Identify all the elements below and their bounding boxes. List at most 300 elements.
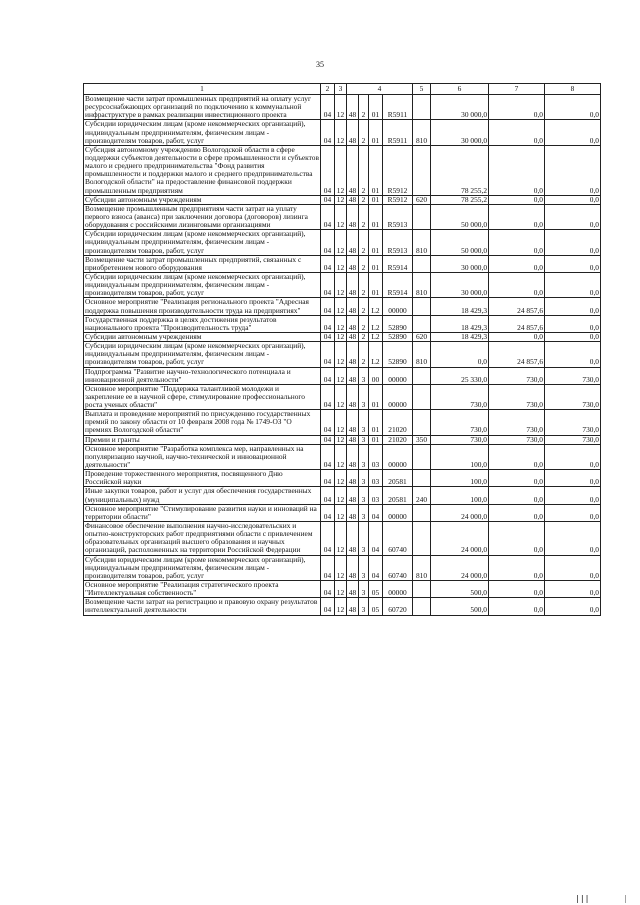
- amount-year-3: 0,0: [545, 504, 601, 521]
- code-program: 48: [347, 95, 359, 120]
- code-program: 48: [347, 367, 359, 384]
- amount-year-2: 0,0: [489, 272, 545, 297]
- amount-year-1: 78 255,2: [431, 145, 489, 195]
- code-activity: 01: [369, 195, 383, 204]
- code-activity: 01: [369, 95, 383, 120]
- code-activity: L2: [369, 298, 383, 315]
- code-subsection: 12: [335, 95, 347, 120]
- amount-year-3: 0,0: [545, 581, 601, 598]
- row-name: Основное мероприятие "Реализация регионального проекта "Адресная поддержка повышения производительности труда на предприятиях": [84, 298, 321, 315]
- row-name: Субсидии юридическим лицам (кроме некоммерческих организаций), индивидуальным предпринимателям, физическим лицам - производителям товаров, работ, услуг: [84, 272, 321, 297]
- row-name: Субсидии юридическим лицам (кроме некоммерческих организаций), индивидуальным предпринимателям, физическим лицам - производителям товаров, работ, услуг: [84, 555, 321, 580]
- amount-year-3: 0,0: [545, 470, 601, 487]
- amount-year-2: 0,0: [489, 581, 545, 598]
- code-subsection: 12: [335, 410, 347, 435]
- code-program: 48: [347, 555, 359, 580]
- code-subsection: 12: [335, 298, 347, 315]
- table-row: [84, 435, 601, 444]
- code-section: 04: [321, 95, 335, 120]
- code-program: 48: [347, 255, 359, 272]
- code-direction: R5911: [383, 95, 413, 120]
- code-activity: 01: [369, 120, 383, 145]
- code-program: 48: [347, 315, 359, 332]
- row-name: Субсидии юридическим лицам (кроме некоммерческих организаций), индивидуальным предпринимателям, физическим лицам - производителям товаров, работ, услуг: [84, 120, 321, 145]
- header-col-5: 5: [413, 84, 431, 95]
- code-program: 48: [347, 384, 359, 409]
- amount-year-2: 0,0: [489, 332, 545, 341]
- code-subprogram: 2: [359, 342, 369, 367]
- row-name: Государственная поддержка в целях достижения результатов национального проекта "Производительность труда": [84, 315, 321, 332]
- amount-year-1: 18 429,3: [431, 332, 489, 341]
- code-section: 04: [321, 598, 335, 615]
- amount-year-3: 0,0: [545, 95, 601, 120]
- code-program: 48: [347, 444, 359, 469]
- code-program: 48: [347, 435, 359, 444]
- code-expense-type: [413, 384, 431, 409]
- footer-mark-right: |: [625, 894, 627, 903]
- table-row: [84, 444, 601, 469]
- code-subsection: 12: [335, 195, 347, 204]
- amount-year-2: 0,0: [489, 504, 545, 521]
- amount-year-1: 100,0: [431, 470, 489, 487]
- table-row: [84, 204, 601, 229]
- code-section: 04: [321, 522, 335, 556]
- row-name: Премии и гранты: [84, 435, 321, 444]
- page-number: 35: [316, 60, 324, 69]
- code-subprogram: 3: [359, 581, 369, 598]
- code-direction: R5913: [383, 204, 413, 229]
- code-direction: 00000: [383, 298, 413, 315]
- row-name: Возмещение части затрат промышленных предприятий на оплату услуг ресурсоснабжающих организаций по подключению к коммунальной инфраструктуре в рамках реализации инвестиционного проекта: [84, 95, 321, 120]
- row-name: Субсидия автономному учреждению Вологодской области в сфере поддержки субъектов деятельности в сфере промышленности и субъектов малого и среднего предпринимательства "Фонд развития промышленности и поддержки малого и среднего предпринимательства Вологодской области" на предоставление финансовой поддержки промышленным предприятиям: [85, 145, 319, 195]
- code-direction: 20581: [383, 470, 413, 487]
- code-subsection: 12: [335, 555, 347, 580]
- code-activity: L2: [369, 315, 383, 332]
- table-row: [84, 332, 601, 341]
- code-subprogram: 2: [359, 298, 369, 315]
- code-subprogram: 2: [359, 315, 369, 332]
- code-program: 48: [347, 598, 359, 615]
- code-subprogram: 2: [359, 120, 369, 145]
- code-activity: L2: [369, 332, 383, 341]
- amount-year-3: 730,0: [545, 410, 601, 435]
- code-direction: 60740: [383, 522, 413, 556]
- amount-year-1: 100,0: [431, 487, 489, 504]
- code-subprogram: 3: [359, 435, 369, 444]
- code-activity: 04: [369, 522, 383, 556]
- amount-year-3: 0,0: [545, 342, 601, 367]
- code-section: 04: [321, 384, 335, 409]
- amount-year-2: 0,0: [489, 598, 545, 615]
- code-section: 04: [321, 504, 335, 521]
- code-direction: 52890: [383, 342, 413, 367]
- header-col-4: 4: [347, 84, 413, 95]
- code-expense-type: [413, 204, 431, 229]
- code-subprogram: 3: [359, 555, 369, 580]
- amount-year-1: 730,0: [431, 410, 489, 435]
- table-row: [84, 522, 601, 556]
- code-subprogram: 2: [359, 95, 369, 120]
- code-program: 48: [347, 504, 359, 521]
- table-row: [84, 145, 601, 195]
- code-expense-type: [413, 444, 431, 469]
- code-subprogram: 3: [359, 384, 369, 409]
- code-expense-type: [413, 598, 431, 615]
- code-expense-type: [413, 145, 431, 195]
- row-name: Основное мероприятие "Поддержка талантливой молодежи и закрепление ее в научной сфере, стимулирование профессионального роста ученых области": [84, 384, 321, 409]
- code-subprogram: 2: [359, 204, 369, 229]
- amount-year-2: 730,0: [489, 384, 545, 409]
- amount-year-1: 50 000,0: [431, 204, 489, 229]
- code-direction: 60720: [383, 598, 413, 615]
- table-row: [84, 367, 601, 384]
- code-subprogram: 2: [359, 332, 369, 341]
- code-direction: R5912: [383, 195, 413, 204]
- code-subprogram: 2: [359, 255, 369, 272]
- code-program: 48: [347, 120, 359, 145]
- code-section: 04: [321, 470, 335, 487]
- code-activity: 00: [369, 367, 383, 384]
- amount-year-1: 24 000,0: [431, 522, 489, 556]
- code-program: 48: [347, 410, 359, 435]
- code-subprogram: 3: [359, 522, 369, 556]
- code-activity: 03: [369, 470, 383, 487]
- code-section: 04: [321, 315, 335, 332]
- code-section: 04: [321, 367, 335, 384]
- row-name: Возмещение промышленным предприятиям части затрат на уплату первого взноса (аванса) при заключении договора (договоров) лизинга оборудования с российскими лизинговыми организациями: [84, 204, 321, 229]
- table-row: [84, 487, 601, 504]
- code-activity: 03: [369, 487, 383, 504]
- table-row: [84, 384, 601, 409]
- budget-table: [83, 83, 601, 616]
- code-subprogram: 3: [359, 470, 369, 487]
- code-subsection: 12: [335, 487, 347, 504]
- code-subsection: 12: [335, 598, 347, 615]
- amount-year-3: 0,0: [545, 315, 601, 332]
- amount-year-3: 0,0: [545, 120, 601, 145]
- code-direction: 21020: [383, 435, 413, 444]
- code-expense-type: [413, 315, 431, 332]
- code-expense-type: 810: [413, 555, 431, 580]
- table-header: [84, 84, 601, 95]
- header-col-1: 1: [84, 84, 321, 95]
- code-subsection: 12: [335, 272, 347, 297]
- code-activity: 05: [369, 598, 383, 615]
- code-subsection: 12: [335, 120, 347, 145]
- code-subprogram: 2: [359, 230, 369, 255]
- code-direction: 21020: [383, 410, 413, 435]
- amount-year-3: 0,0: [545, 444, 601, 469]
- amount-year-2: 730,0: [489, 435, 545, 444]
- amount-year-3: 0,0: [545, 272, 601, 297]
- amount-year-2: 0,0: [489, 487, 545, 504]
- row-name: Выплата и проведение мероприятий по присуждению государственных премий по закону области от 10 февраля 2008 года № 1749-ОЗ "О премиях Вологодской области": [84, 410, 321, 435]
- code-section: 04: [321, 444, 335, 469]
- code-subsection: 12: [335, 332, 347, 341]
- code-expense-type: [413, 504, 431, 521]
- amount-year-2: 0,0: [489, 444, 545, 469]
- code-program: 48: [347, 332, 359, 341]
- amount-year-2: 0,0: [489, 195, 545, 204]
- code-section: 04: [321, 204, 335, 229]
- code-direction: R5911: [383, 120, 413, 145]
- row-name: Основное мероприятие "Разработка комплекса мер, направленных на популяризацию научной, научно-технической и инновационной деятельности": [84, 444, 321, 469]
- code-activity: L2: [369, 342, 383, 367]
- code-subsection: 12: [335, 204, 347, 229]
- amount-year-3: 0,0: [545, 598, 601, 615]
- code-subprogram: 2: [359, 145, 369, 195]
- code-section: 04: [321, 230, 335, 255]
- code-direction: 00000: [383, 384, 413, 409]
- table-row: [84, 255, 601, 272]
- table-row: [84, 504, 601, 521]
- header-col-7: 7: [489, 84, 545, 95]
- code-expense-type: [413, 298, 431, 315]
- amount-year-3: 0,0: [545, 195, 601, 204]
- code-program: 48: [347, 204, 359, 229]
- header-col-3: 3: [335, 84, 347, 95]
- amount-year-1: 730,0: [431, 435, 489, 444]
- code-section: 04: [321, 120, 335, 145]
- code-subsection: 12: [335, 522, 347, 556]
- code-section: 04: [321, 195, 335, 204]
- code-subprogram: 3: [359, 444, 369, 469]
- amount-year-3: 730,0: [545, 367, 601, 384]
- code-direction: 20581: [383, 487, 413, 504]
- header-col-6: 6: [431, 84, 489, 95]
- amount-year-1: 0,0: [431, 342, 489, 367]
- amount-year-2: 730,0: [489, 410, 545, 435]
- amount-year-1: 50 000,0: [431, 230, 489, 255]
- table-row: [84, 95, 601, 120]
- code-section: 04: [321, 581, 335, 598]
- code-activity: 01: [369, 410, 383, 435]
- header-row: [84, 84, 601, 95]
- code-program: 48: [347, 272, 359, 297]
- code-direction: 00000: [383, 444, 413, 469]
- table-row: [84, 470, 601, 487]
- table-row: [84, 598, 601, 615]
- table-row: [84, 298, 601, 315]
- amount-year-3: 0,0: [545, 230, 601, 255]
- code-program: 48: [347, 522, 359, 556]
- code-direction: R5913: [383, 230, 413, 255]
- code-subsection: 12: [335, 342, 347, 367]
- code-activity: 01: [369, 230, 383, 255]
- code-expense-type: 620: [413, 195, 431, 204]
- code-subprogram: 3: [359, 410, 369, 435]
- row-name: Субсидии автономным учреждениям: [84, 195, 321, 204]
- amount-year-1: 100,0: [431, 444, 489, 469]
- row-name: Субсидии юридическим лицам (кроме некоммерческих организаций), индивидуальным предпринимателям, физическим лицам - производителям товаров, работ, услуг: [84, 342, 321, 367]
- row-name: Подпрограмма "Развитие научно-технологического потенциала и инновационной деятельности": [84, 367, 321, 384]
- row-name: Субсидии автономным учреждениям: [84, 332, 321, 341]
- amount-year-3: 0,0: [545, 204, 601, 229]
- table-row: [84, 120, 601, 145]
- code-expense-type: [413, 581, 431, 598]
- table-row: [84, 230, 601, 255]
- row-name: Основное мероприятие "Реализация стратегического проекта "Интеллектуальная собственность": [84, 581, 321, 598]
- code-expense-type: [413, 522, 431, 556]
- code-subsection: 12: [335, 255, 347, 272]
- code-expense-type: [413, 95, 431, 120]
- table-body: [84, 95, 601, 616]
- code-subsection: 12: [335, 145, 347, 195]
- code-program: 48: [347, 581, 359, 598]
- table-row: [84, 555, 601, 580]
- code-expense-type: 810: [413, 342, 431, 367]
- code-section: 04: [321, 145, 335, 195]
- code-direction: 52890: [383, 332, 413, 341]
- code-program: 48: [347, 230, 359, 255]
- amount-year-1: 500,0: [431, 598, 489, 615]
- row-name: Финансовое обеспечение выполнения научно-исследовательских и опытно-конструкторских работ предприятиями области с привлечением образовательных организаций высшего образования и научных организаций, расположенных на территории Российской Федерации: [84, 522, 321, 556]
- code-activity: 03: [369, 444, 383, 469]
- amount-year-3: 0,0: [545, 255, 601, 272]
- amount-year-2: 0,0: [489, 522, 545, 556]
- code-program: 48: [347, 342, 359, 367]
- code-subsection: 12: [335, 444, 347, 469]
- table-row: [84, 410, 601, 435]
- amount-year-1: 78 255,2: [431, 195, 489, 204]
- code-subprogram: 3: [359, 367, 369, 384]
- code-expense-type: [413, 410, 431, 435]
- code-direction: 00000: [383, 581, 413, 598]
- code-direction: 60740: [383, 555, 413, 580]
- code-section: 04: [321, 410, 335, 435]
- code-direction: 00000: [383, 504, 413, 521]
- amount-year-2: 0,0: [489, 204, 545, 229]
- code-expense-type: [413, 470, 431, 487]
- table-row: [84, 195, 601, 204]
- code-program: 48: [347, 298, 359, 315]
- code-subsection: 12: [335, 367, 347, 384]
- code-section: 04: [321, 487, 335, 504]
- table-row: [84, 581, 601, 598]
- code-expense-type: 350: [413, 435, 431, 444]
- code-program: 48: [347, 487, 359, 504]
- code-activity: 01: [369, 384, 383, 409]
- row-name: Возмещение части затрат на регистрацию и правовую охрану результатов интеллектуальной деятельности: [84, 598, 321, 615]
- footer-mark: |||: [575, 894, 590, 903]
- amount-year-1: 30 000,0: [431, 255, 489, 272]
- code-subprogram: 3: [359, 487, 369, 504]
- amount-year-2: 0,0: [489, 145, 545, 195]
- code-direction: R5914: [383, 272, 413, 297]
- row-name: Субсидии юридическим лицам (кроме некоммерческих организаций), индивидуальным предпринимателям, физическим лицам - производителям товаров, работ, услуг: [84, 230, 321, 255]
- table-row: [84, 342, 601, 367]
- amount-year-2: 0,0: [489, 230, 545, 255]
- code-subsection: 12: [335, 581, 347, 598]
- amount-year-1: 18 429,3: [431, 298, 489, 315]
- header-col-8: 8: [545, 84, 601, 95]
- row-name: Возмещение части затрат промышленных предприятий, связанных с приобретением нового оборудования: [84, 255, 321, 272]
- code-activity: 04: [369, 555, 383, 580]
- code-section: 04: [321, 342, 335, 367]
- row-name: Основное мероприятие "Стимулирование развития науки и инноваций на территории области": [84, 504, 321, 521]
- amount-year-3: 0,0: [545, 332, 601, 341]
- code-expense-type: [413, 367, 431, 384]
- code-section: 04: [321, 332, 335, 341]
- row-name: Иные закупки товаров, работ и услуг для обеспечения государственных (муниципальных) нужд: [84, 487, 321, 504]
- amount-year-2: 0,0: [489, 470, 545, 487]
- code-activity: 01: [369, 204, 383, 229]
- code-program: 48: [347, 145, 359, 195]
- amount-year-2: 0,0: [489, 555, 545, 580]
- code-activity: 01: [369, 145, 383, 195]
- code-subprogram: 2: [359, 272, 369, 297]
- code-direction: 52890: [383, 315, 413, 332]
- code-subsection: 12: [335, 470, 347, 487]
- code-section: 04: [321, 272, 335, 297]
- code-activity: 04: [369, 504, 383, 521]
- amount-year-1: 24 000,0: [431, 504, 489, 521]
- code-activity: 01: [369, 435, 383, 444]
- amount-year-1: 30 000,0: [431, 120, 489, 145]
- amount-year-1: 30 000,0: [431, 95, 489, 120]
- code-program: 48: [347, 195, 359, 204]
- code-direction: R5914: [383, 255, 413, 272]
- code-section: 04: [321, 555, 335, 580]
- code-subprogram: 3: [359, 598, 369, 615]
- amount-year-1: 500,0: [431, 581, 489, 598]
- code-subprogram: 3: [359, 504, 369, 521]
- code-expense-type: 810: [413, 120, 431, 145]
- amount-year-3: 730,0: [545, 384, 601, 409]
- amount-year-3: 0,0: [545, 145, 601, 195]
- amount-year-3: 730,0: [545, 435, 601, 444]
- code-section: 04: [321, 298, 335, 315]
- code-program: 48: [347, 470, 359, 487]
- amount-year-3: 0,0: [545, 298, 601, 315]
- code-subprogram: 2: [359, 195, 369, 204]
- code-subsection: 12: [335, 384, 347, 409]
- code-activity: 01: [369, 272, 383, 297]
- table-row: [84, 315, 601, 332]
- code-subsection: 12: [335, 315, 347, 332]
- amount-year-2: 0,0: [489, 255, 545, 272]
- header-col-2: 2: [321, 84, 335, 95]
- code-subsection: 12: [335, 435, 347, 444]
- amount-year-2: 24 857,6: [489, 342, 545, 367]
- amount-year-1: 24 000,0: [431, 555, 489, 580]
- code-expense-type: 620: [413, 332, 431, 341]
- amount-year-1: 30 000,0: [431, 272, 489, 297]
- code-activity: 01: [369, 255, 383, 272]
- code-direction: 00000: [383, 367, 413, 384]
- code-activity: 05: [369, 581, 383, 598]
- code-expense-type: 810: [413, 230, 431, 255]
- amount-year-2: 730,0: [489, 367, 545, 384]
- code-expense-type: 240: [413, 487, 431, 504]
- amount-year-2: 24 857,6: [489, 298, 545, 315]
- amount-year-2: 0,0: [489, 95, 545, 120]
- amount-year-3: 0,0: [545, 522, 601, 556]
- code-subsection: 12: [335, 230, 347, 255]
- code-section: 04: [321, 255, 335, 272]
- row-name: Проведение торжественного мероприятия, посвященного Дню Российской науки: [84, 470, 321, 487]
- code-section: 04: [321, 435, 335, 444]
- code-expense-type: 810: [413, 272, 431, 297]
- amount-year-1: 730,0: [431, 384, 489, 409]
- amount-year-1: 25 330,0: [431, 367, 489, 384]
- code-direction: R5912: [383, 145, 413, 195]
- amount-year-3: 0,0: [545, 487, 601, 504]
- code-expense-type: [413, 255, 431, 272]
- amount-year-2: 0,0: [489, 120, 545, 145]
- table-row: [84, 272, 601, 297]
- code-subsection: 12: [335, 504, 347, 521]
